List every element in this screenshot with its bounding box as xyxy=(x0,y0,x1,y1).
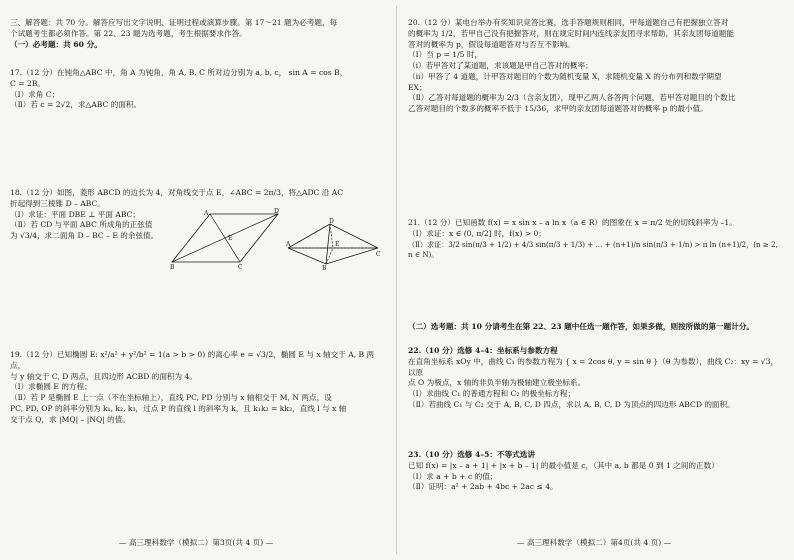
question-part: （Ⅱ）若曲线 C₁ 与 C₂ 交于 A, B, C, D 四点，求以 A, B, C, D 为顶点的四边形 ABCD 的面积。 xyxy=(408,399,735,409)
question-part: （Ⅱ）若 CD 与平面 ABC 所成角的正弦值 xyxy=(10,220,153,230)
question-part: （Ⅱ）若 c = 2√2，求△ABC 的面积。 xyxy=(10,100,142,110)
rhombus-figure xyxy=(170,206,282,270)
question-text: 在直角坐标系 xOy 中，曲线 C₁ 的参数方程为 { x = 2cos θ, y = sin θ }（θ 为参数），曲线 C₂：xy = √3，以原 xyxy=(408,356,779,377)
intro-line: 个试题考生都必须作答。第 22、23 题为选考题，考生根据要求作答。 xyxy=(10,28,247,38)
intro-line: 三、解答题：共 70 分。解答应写出文字说明、证明过程或演算步骤。第 17～21 题为必考题，每 xyxy=(10,18,338,27)
question-23 xyxy=(408,450,780,493)
question-part: （Ⅰ）求椭圆 E 的方程； xyxy=(10,382,92,392)
question-19 xyxy=(10,350,382,425)
question-part: 交于点 Q，求 |MQ| – |NQ| 的值。 xyxy=(10,414,130,424)
label-d: D xyxy=(329,218,334,225)
question-part: EX； xyxy=(408,82,427,92)
pyramid-figure xyxy=(286,218,382,270)
question-heading: 22.（10 分）选修 4–4：坐标系与参数方程 xyxy=(408,346,558,355)
question-part: （Ⅱ）证明：a² + 2ab + 4bc + 2ac ≤ 4。 xyxy=(408,482,558,492)
page-footer: — 高三理科数学（模拟二）第3页(共 4 页) — xyxy=(118,538,274,547)
question-text: 17.（12 分）在钝角△ABC 中，角 A 为钝角，角 A, B, C 所对边分别为 a, b, c， sin A = cos B， xyxy=(10,68,348,77)
question-part: （Ⅰ）求角 C； xyxy=(10,89,60,99)
question-part: （Ⅰ）求 a + b + c 的值； xyxy=(408,471,498,481)
label-c: C xyxy=(238,264,243,270)
label-c: C xyxy=(376,251,381,258)
question-part: （Ⅰ）求曲线 C₁ 的普通方程和 C₂ 的极坐标方程； xyxy=(408,389,576,399)
question-part: （Ⅰ）求证：x ∈ (0, π/2] 时，f(x) > 0； xyxy=(408,228,546,238)
label-d: D xyxy=(274,208,279,215)
question-heading: 23.（10 分）选修 4–5：不等式选讲 xyxy=(408,450,535,459)
question-text: 19.（12 分）已知椭圆 E: x²/a² + y²/b² = 1(a > b > 0) 的离心率 e = √3/2，椭圆 E 与 x 轴交于 A, B 两点， xyxy=(10,350,375,370)
question-text: 的概率为 1/2，若甲自己没有把握答对，则在规定时间内连线亲友团寻求帮助，其亲友团每道题能 xyxy=(408,28,734,38)
question-text: 已知 f(x) = |x – a + 1| + |x + b – 1| 的最小值是 c，（其中 a, b 都是 0 到 1 之间的正数） xyxy=(408,460,719,470)
question-text: 21.（12 分）已知函数 f(x) = x sin x – a ln x（a ∈ R）的图象在 x = π/2 处的切线斜率为 –1。 xyxy=(408,218,737,227)
label-b: B xyxy=(170,264,175,270)
question-part: （i）若甲答对了某道题，求该题是甲自己答对的概率； xyxy=(408,61,593,71)
question-part: 为 √3/4，求二面角 D – BC – E 的余弦值。 xyxy=(10,231,159,241)
question-part: （Ⅱ）若 P 是椭圆 E 上一点（不在坐标轴上），直线 PC, PD 分别与 x 轴相交于 M, N 两点，设 xyxy=(10,393,332,403)
question-text: 与 y 轴交于 C, D 两点，且四边形 ACBD 的面积为 4。 xyxy=(10,371,197,381)
intro-subsection: （一）必考题：共 60 分。 xyxy=(10,39,102,49)
question-20 xyxy=(408,18,780,115)
question-text: 答对的概率为 p，假设每道题答对与否互不影响。 xyxy=(408,39,575,49)
page-footer: — 高三理科数学（模拟二）第4页(共 4 页) — xyxy=(516,538,672,547)
label-a: A xyxy=(204,210,209,217)
label-a: A xyxy=(286,241,291,248)
question-part: （Ⅰ）求证：平面 DBE ⊥ 平面 ABC； xyxy=(10,209,140,219)
label-e: E xyxy=(335,241,340,248)
question-text: 18.（12 分）如图，菱形 ABCD 的边长为 4，对角线交于点 E，∠ABC = 2π/3，将△ADC 沿 AC xyxy=(10,188,344,197)
question-part: （ii）甲答了 4 道题，计甲答对题目的个数为随机变量 X，求随机变量 X 的分布列和数学期望 xyxy=(408,71,722,81)
question-part: （Ⅰ）当 p = 1/5 时， xyxy=(408,50,483,60)
label-e: E xyxy=(228,235,233,242)
question-part: 乙答对题目的个数多的概率不低于 15/36，求甲的亲友团每道题答对的概率 p 的最小值。 xyxy=(408,104,708,114)
question-part: （Ⅱ）求证：3/2 sin(π/3 + 1/2) + 4/3 sin(π/3 + 1/3) + … + (n+1)/n sin(π/3 + 1/n) > π ln (n+1)/2，(n ≥ 2, n ∈ N)。 xyxy=(408,239,778,259)
question-22 xyxy=(408,346,780,411)
elective-intro: （二）选考题：共 10 分请考生在第 22、23 题中任选一题作答，如果多做，则按所做的第一题计分。 xyxy=(408,322,755,331)
question-text: 折起得到三棱锥 D – ABC。 xyxy=(10,198,105,208)
question-part: PC, PD, OP 的斜率分别为 k₁, k₂, k₃，过点 P 的直线 l 的斜率为 k，且 k₁k₂ = kk₃，直线 l 与 x 轴 xyxy=(10,403,347,413)
question-text: C = 2B。 xyxy=(10,78,46,88)
question-21 xyxy=(408,218,780,260)
page-divider xyxy=(396,6,397,554)
section-intro xyxy=(10,18,382,50)
question-text: 点 O 为极点，x 轴的非负半轴为极轴建立极坐标系。 xyxy=(408,378,586,388)
question-17 xyxy=(10,68,382,111)
label-b: B xyxy=(322,265,327,270)
question-text: 20.（12 分）某电台举办有奖知识竞答比赛，选手答题规则相同，甲每道题自己有把握独立答对 xyxy=(408,18,729,27)
question-part: （Ⅱ）乙答对每道题的概率为 2/3（含亲友团），现甲乙两人各答两个问题，若甲答对题目的个数比 xyxy=(408,93,736,103)
